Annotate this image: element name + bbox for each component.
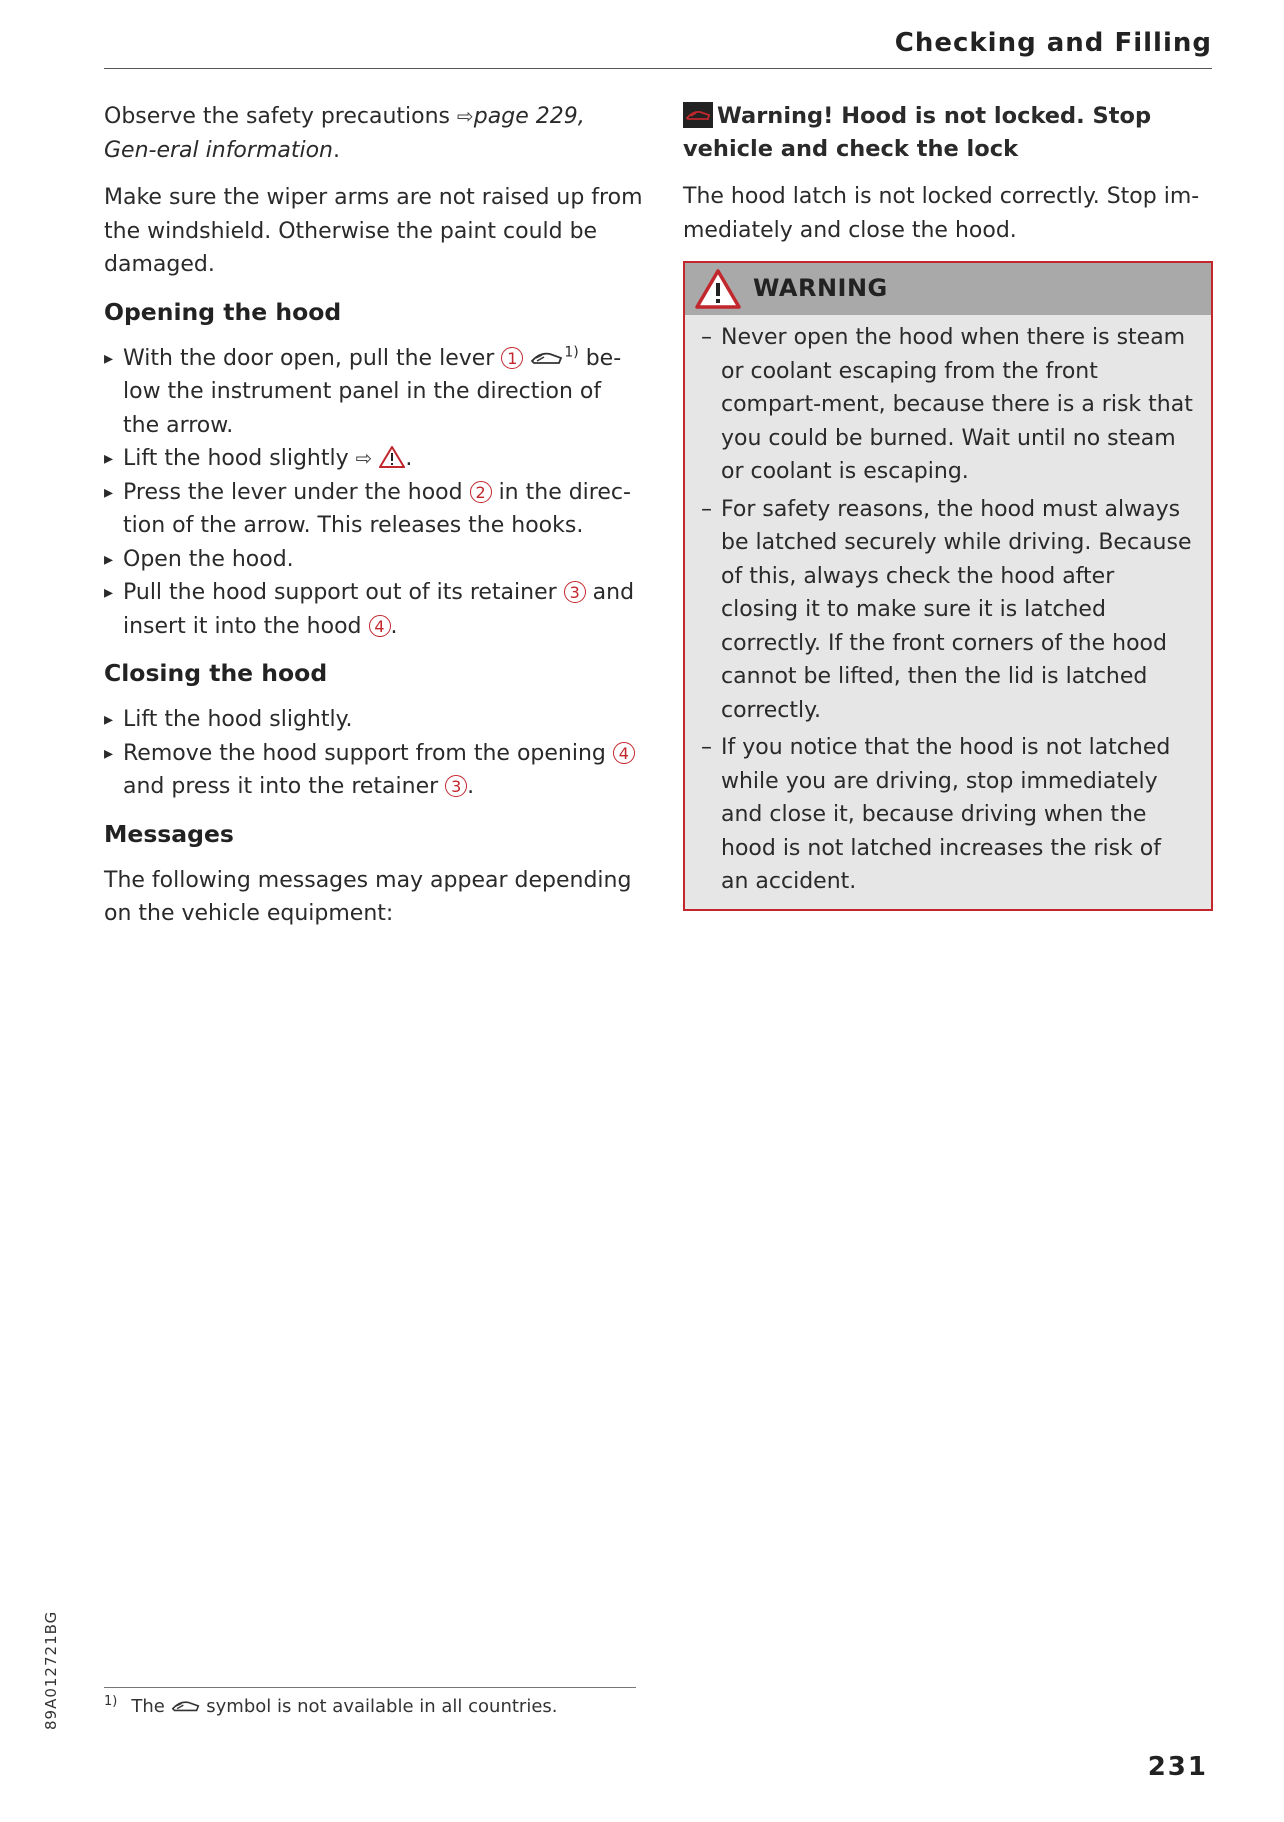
hood-warning-indicator-icon [683,102,713,128]
warning-triangle-icon [695,269,741,309]
warning-item: – If you notice that the hood is not latched while you are driving, stop immediately and close it, because driving when the hood is not latched increases the risk of an accident. [699,731,1195,899]
list-item: ▸ Pull the hood support out of its retainer 3 and insert it into the hood 4 . [104,576,644,643]
warning-box [683,261,1213,911]
page-header-title: Checking and Filling [894,28,1212,58]
callout-number: 3 [564,581,586,603]
footnote-marker: 1) [564,344,579,361]
callout-number: 4 [613,742,635,764]
warning-item: – For safety reasons, the hood must always be latched securely while driving. Because of this, always check the hood after closing it to make sure it is latched correctly. If the front corners of the hood cannot be lifted, then the lid is latched correctly. [699,493,1195,728]
warning-header [685,263,1211,315]
warning-item: – Never open the hood when there is steam or coolant escaping from the front compart-ment, because there is a risk that you could be burned. Wait until no steam or coolant is escaping. [699,321,1195,489]
page-number: 231 [1147,1752,1208,1782]
arrow-right-icon: ⇨ [457,104,474,128]
closing-hood-heading: Closing the hood [104,659,328,687]
footnote-marker: 1) [104,1694,118,1709]
list-item: ▸ Remove the hood support from the opening 4 and press it into the retainer 3 . [104,737,644,804]
warning-list [685,315,1211,909]
hood-symbol-icon [171,1698,201,1714]
opening-hood-heading: Opening the hood [104,297,342,326]
right-column [683,100,1213,911]
list-item: ▸ Lift the hood slightly ⇨ . [104,442,644,476]
callout-number: 2 [470,481,492,503]
warning-triangle-icon [379,446,405,468]
page-reference-link[interactable]: page 229, Gen-eral information [104,104,585,163]
footnote-divider [104,1687,636,1688]
wiper-note: Make sure the wiper arms are not raised up from the windshield. Otherwise the paint could be damaged. [104,185,643,277]
list-item: ▸ Lift the hood slightly. [104,703,644,737]
message-title: Warning! Hood is not locked. Stop vehicle and check the lock [683,103,1152,162]
document-code: 89A012721BG [42,1610,60,1730]
message-text: The hood latch is not locked correctly. Stop im-mediately and close the hood. [683,184,1200,243]
callout-number: 3 [445,775,467,797]
messages-text: The following messages may appear depending on the vehicle equipment: [104,867,632,926]
closing-steps [104,703,644,804]
list-item: ▸ Open the hood. [104,543,644,577]
header-divider [104,68,1212,69]
footnote: $^{1)}$ The symbol is not available in all countries. [104,1694,558,1717]
safety-intro: Observe the safety precautions ⇨page 229, Gen-eral information. [104,104,585,163]
list-item: ▸ Press the lever under the hood 2 in the direc-tion of the arrow. This releases the hooks. [104,476,644,543]
opening-steps [104,342,644,644]
callout-number: 4 [369,615,391,637]
arrow-right-icon: ⇨ [355,446,373,470]
list-item: ▸ With the door open, pull the lever 1 $^{1)}$ be-low the instrument panel in the direction of the arrow. [104,342,644,443]
callout-number: 1 [501,347,523,369]
messages-heading: Messages [104,819,234,848]
warning-label: WARNING [753,274,888,303]
hood-symbol-icon [530,349,564,367]
left-column [104,100,644,945]
